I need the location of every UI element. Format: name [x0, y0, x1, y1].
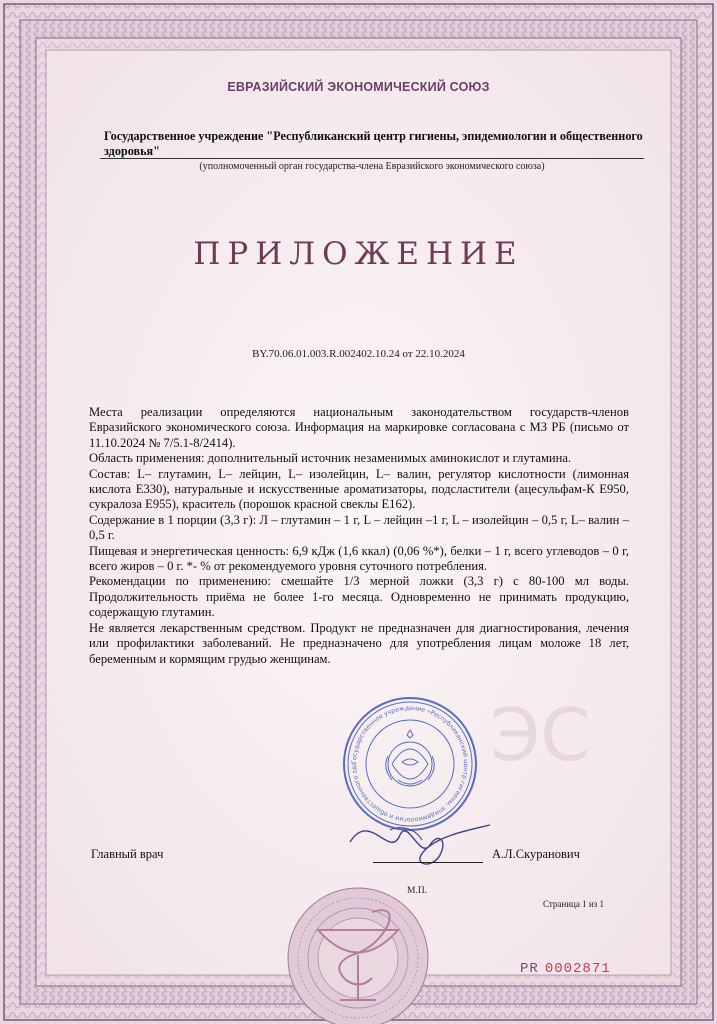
signer-name: А.Л.Скуранович: [492, 847, 580, 861]
page-title: ПРИЛОЖЕНИЕ: [193, 236, 524, 272]
registration-number: BY.70.06.01.003.R.002402.10.24 от 22.10.2024: [252, 348, 465, 360]
paragraph-scope: Область применения: дополнительный источник незаменимых аминокислот и глутамина.: [89, 451, 572, 466]
serial-digits: 0002871: [544, 961, 611, 977]
organization-underline: [100, 158, 644, 159]
paragraph-nutrition: Пищевая и энергетическая ценность: 6,9 кДж (1,6 ккал) (0,06 %*), белки – 1 г, всего углеводов – 0 г, всего жиров – 0 г. *- % от рекомендуемого уровня суточного потребления.: [89, 543, 629, 574]
paragraph-sales: Места реализации определяются национальным законодательством государств-членов Евразийского экономического союза. Информация на маркировке согласована с МЗ РБ (письмо от 11.10.2024 № 7/5.1-8/2414).: [89, 405, 629, 450]
stamp-place-label: М.П.: [407, 886, 428, 896]
organization-note: (уполномоченный орган государства-члена Евразийского экономического союза): [199, 161, 545, 172]
organization-name: Государственное учреждение "Республиканский центр гигиены, эпидемиологии и общественного здоровья": [104, 129, 643, 158]
page-number: Страница 1 из 1: [543, 899, 604, 909]
union-header: ЕВРАЗИЙСКИЙ ЭКОНОМИЧЕСКИЙ СОЮЗ: [227, 80, 490, 94]
paragraph-usage: Рекомендации по применению: смешайте 1/3 мерной ложки (3,3 г) с 80-100 мл воды. Продолжительность приёма не более 1-го месяца. Одновременно не принимать продукцию, содержащую глутамин.: [89, 574, 629, 620]
signer-role: Главный врач: [91, 847, 164, 861]
document-body: [89, 405, 629, 667]
signature-scribble: [330, 800, 510, 880]
paragraph-composition: Состав: L– глутамин, L– лейцин, L– изолейцин, L– валин, регулятор кислотности (лимонная кислота Е330), натуральные и искусственные ароматизаторы, подсластители (ацесульфам-К Е950, сукралоза Е955), краситель (порошок красной свеклы Е162).: [89, 466, 629, 512]
serial-number: [520, 961, 611, 977]
signature-line: [373, 862, 483, 863]
stamp-ring-text: Государственное учреждение «Республиканский центр гигиены, эпидемиологии и общественного здо: [350, 704, 470, 824]
paragraph-content: Содержание в 1 порции (3,3 г): Л – глутамин – 1 г, L – лейцин –1 г, L – изолейцин – 0,5 г, L– валин – 0,5 г.: [89, 512, 629, 543]
paragraph-disclaimer: Не является лекарственным средством. Продукт не предназначен для диагностирования, лечения или профилактики заболеваний. Не предназначено для употребления лицам моложе 18 лет, беременным и кормящим грудью женщинам.: [89, 620, 629, 666]
svg-text:ЭС: ЭС: [490, 693, 591, 777]
serial-prefix: PR: [520, 961, 539, 977]
